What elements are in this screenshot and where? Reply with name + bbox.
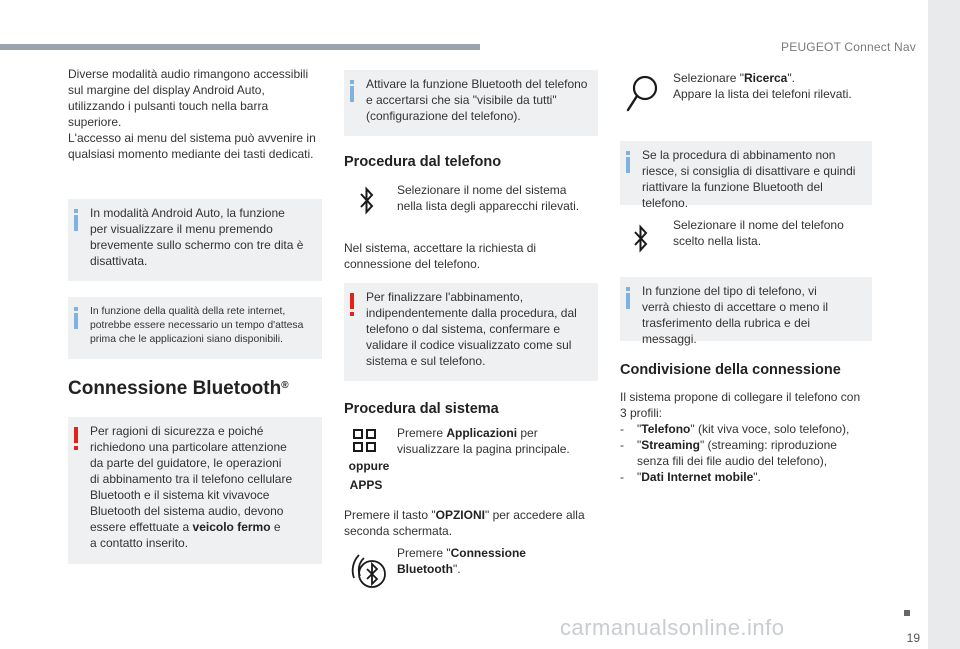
text-line: superiore. (68, 115, 122, 129)
apps-key-label: APPS (349, 478, 383, 492)
text-line: riattivare la funzione Bluetooth del telefono. (642, 180, 823, 210)
system-step-search (673, 70, 883, 102)
text-run: essere effettuate a (90, 520, 193, 534)
info-icon (626, 151, 630, 169)
text-run: e (270, 520, 281, 534)
search-icon (624, 74, 660, 114)
text-line: riesce, si consiglia di disattivare e quindi (642, 164, 856, 178)
text-line (90, 519, 316, 535)
text-run: " (637, 422, 642, 436)
list-dash: - (620, 438, 624, 452)
warning-box-safety (68, 417, 322, 564)
text-line: brevemente sullo schermo con tre dita è (90, 238, 304, 252)
text-line: Bluetooth e il sistema kit vivavoce (90, 488, 270, 502)
list-item (620, 437, 882, 453)
section-heading-bluetooth (68, 378, 328, 399)
sharing-paragraph (620, 389, 882, 485)
text-line (397, 561, 597, 577)
text-line (397, 425, 597, 441)
text-run: " (streaming: riproduzione (699, 438, 837, 452)
text-line: In modalità Android Auto, la funzione (90, 206, 285, 220)
text-run: ". (787, 71, 795, 85)
text-run: ". (753, 470, 761, 484)
text-run: Selezionare " (673, 71, 744, 85)
text-line: a contatto inserito. (90, 536, 189, 550)
info-icon (350, 80, 354, 98)
text-line: Diverse modalità audio rimangono accessibili (68, 67, 309, 81)
text-line: Per finalizzare l'abbinamento, (366, 290, 524, 304)
text-run: ". (453, 562, 461, 576)
phone-step-select-system (397, 182, 597, 214)
list-item-continued: senza fili dei file audio del telefono), (637, 454, 828, 468)
bold-text: Streaming (641, 438, 700, 452)
text-line: potrebbe essere necessario un tempo d'attesa (90, 320, 304, 331)
text-line: L'accesso ai menu del sistema può avvenire in (68, 131, 316, 145)
text-line: Bluetooth del sistema audio, devono (90, 504, 284, 518)
page-side-strip (928, 0, 960, 649)
text-line: Selezionare il nome del sistema (397, 183, 567, 197)
info-icon (74, 307, 78, 325)
apps-grid-icon (352, 428, 378, 454)
text-run: Premere (397, 426, 447, 440)
text-line: (configurazione del telefono). (366, 109, 521, 123)
bluetooth-connection-icon (350, 552, 388, 590)
text-line: e accertarsi che sia "visibile da tutti" (366, 93, 557, 107)
bold-text: Connessione (450, 546, 526, 560)
text-line: verrà chiesto di accettare o meno il (642, 300, 829, 314)
info-box-phone-type (620, 277, 872, 346)
text-line: Il sistema propone di collegare il telefono con (620, 390, 861, 404)
heading-text: Connessione Bluetooth (68, 378, 282, 399)
page-number: 19 (906, 631, 920, 645)
text-line: Attivare la funzione Bluetooth del telefono (366, 77, 588, 91)
phone-step-accept (344, 240, 598, 272)
text-line: trasferimento della rubrica e dei messaggi. (642, 316, 811, 346)
watermark: carmanualsonline.info (560, 615, 785, 640)
text-line: prima che le applicazioni siano disponibili. (90, 334, 283, 345)
heading-text: Condivisione della connessione (620, 362, 841, 378)
text-line: Per ragioni di sicurezza e poiché (90, 424, 264, 438)
text-line: visualizzare la pagina principale. (397, 442, 570, 456)
text-line: validare il codice visualizzato come sul (366, 338, 572, 352)
bold-text: Dati Internet mobile (641, 470, 754, 484)
bold-text: Bluetooth (397, 562, 453, 576)
text-line (344, 507, 598, 523)
info-box-network (68, 297, 322, 359)
top-rule (0, 44, 480, 50)
bold-text: OPZIONI (435, 508, 485, 522)
registered-mark: ® (281, 380, 289, 391)
text-line: da parte del guidatore, le operazioni (90, 456, 282, 470)
text-line: scelto nella lista. (673, 234, 762, 248)
text-line: telefono o dal sistema, confermare e (366, 322, 561, 336)
oppure-label: oppure (348, 459, 390, 473)
text-line: seconda schermata. (344, 524, 453, 538)
text-line (397, 545, 597, 561)
warning-box-pairing-code (344, 283, 598, 381)
text-line: indipendentemente dalla procedura, dal (366, 306, 577, 320)
text-line: per visualizzare il menu premendo (90, 222, 273, 236)
text-line: Selezionare il nome del telefono (673, 218, 844, 232)
text-run: " (637, 438, 642, 452)
heading-text: Procedura dal telefono (344, 154, 502, 170)
text-line: disattivata. (90, 254, 148, 268)
system-step-apps (397, 425, 597, 457)
text-run: Premere " (397, 546, 451, 560)
text-line: di abbinamento tra il telefono cellulare (90, 472, 293, 486)
intro-paragraph (68, 66, 323, 162)
section-heading-system (344, 401, 598, 417)
text-line: nella lista degli apparecchi rilevati. (397, 199, 580, 213)
section-heading-phone (344, 154, 598, 170)
page-header: PEUGEOT Connect Nav (781, 40, 916, 54)
text-run: " per accedere alla (484, 508, 585, 522)
system-step-connection (397, 545, 597, 577)
text-run: Premere il tasto " (344, 508, 436, 522)
warning-icon (350, 293, 354, 317)
bold-text: Ricerca (743, 71, 788, 85)
text-line: In funzione del tipo di telefono, vi (642, 284, 817, 298)
text-line: utilizzando i pulsanti touch nella barra (68, 99, 269, 113)
text-line: Se la procedura di abbinamento non (642, 148, 836, 162)
text-line: Nel sistema, accettare la richiesta di (344, 241, 537, 255)
text-line: sul margine del display Android Auto, (68, 83, 265, 97)
bold-text: Telefono (641, 422, 691, 436)
system-step-select-phone (673, 217, 873, 249)
bluetooth-icon (358, 186, 376, 216)
text-line: 3 profili: (620, 406, 663, 420)
text-line: qualsiasi momento mediante dei tasti dedicati. (68, 147, 314, 161)
list-item (620, 469, 882, 485)
system-step-options (344, 507, 598, 539)
info-icon (626, 287, 630, 305)
bold-text: Applicazioni (446, 426, 518, 440)
bold-text: veicolo fermo (192, 520, 271, 534)
list-dash: - (620, 470, 624, 484)
info-box-android-auto (68, 199, 322, 281)
text-run: " (kit viva voce, solo telefono), (690, 422, 850, 436)
list-dash: - (620, 422, 624, 436)
bluetooth-icon (632, 224, 650, 254)
text-run: " (637, 470, 642, 484)
text-line (673, 70, 883, 86)
heading-text: Procedura dal sistema (344, 401, 499, 417)
list-item (620, 421, 882, 437)
info-box-activate-bluetooth (344, 70, 598, 136)
text-line: richiedono una particolare attenzione (90, 440, 287, 454)
text-line: connessione del telefono. (344, 257, 481, 271)
text-line: sistema e sul telefono. (366, 354, 486, 368)
text-run: per (517, 426, 538, 440)
continue-marker (904, 610, 910, 616)
text-line: In funzione della qualità della rete internet, (90, 306, 286, 317)
info-box-pairing-failed (620, 141, 872, 210)
info-icon (74, 209, 78, 227)
warning-icon (74, 427, 78, 451)
text-line: Appare la lista dei telefoni rilevati. (673, 87, 852, 101)
section-heading-sharing (620, 362, 880, 378)
